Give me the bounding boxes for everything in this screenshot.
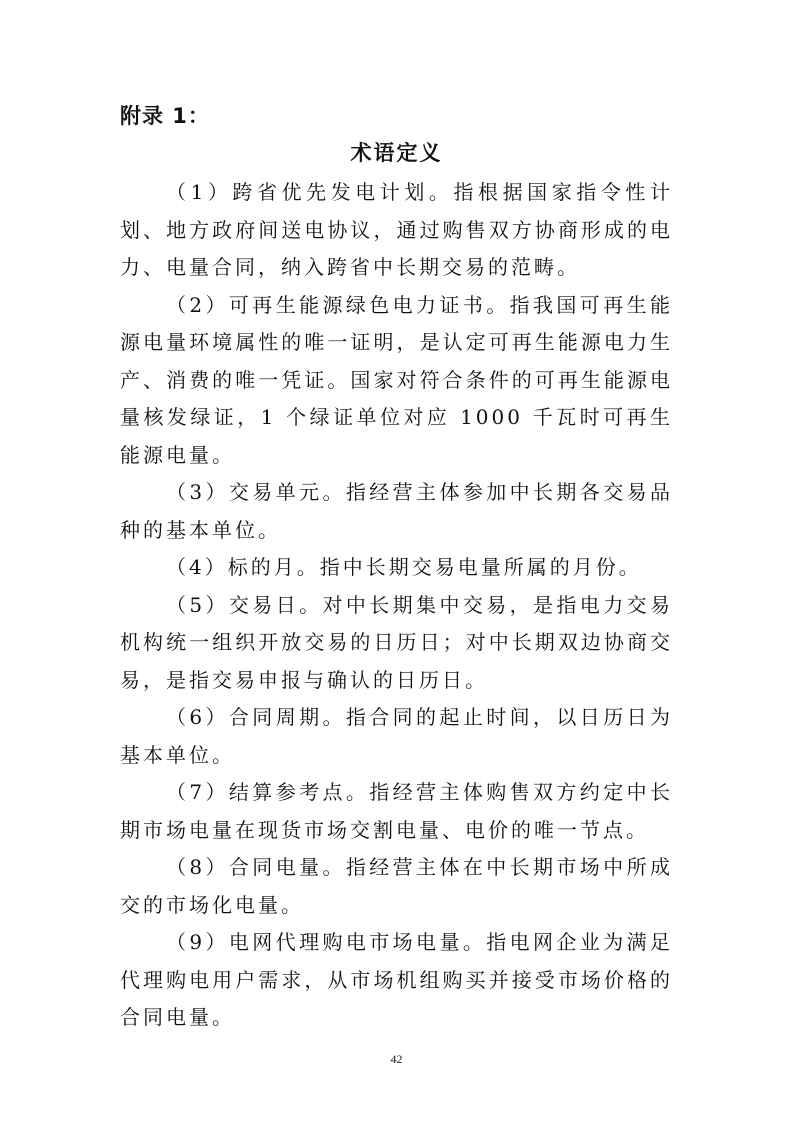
- definition-paragraph: （1）跨省优先发电计划。指根据国家指令性计划、地方政府间送电协议，通过购售双方协商形成的电力、电量合同，纳入跨省中长期交易的范畴。: [120, 180, 673, 279]
- definition-paragraph: （6）合同周期。指合同的起止时间，以日历日为基本单位。: [120, 705, 673, 767]
- appendix-label: 附录 1：: [120, 104, 210, 128]
- definition-paragraph: （8）合同电量。指经营主体在中长期市场中所成交的市场化电量。: [120, 855, 673, 917]
- definition-paragraph: （9）电网代理购电市场电量。指电网企业为满足代理购电用户需求，从市场机组购买并接受市场价格的合同电量。: [120, 930, 673, 1029]
- page-number: 42: [390, 1052, 403, 1066]
- definition-paragraph: （4）标的月。指中长期交易电量所属的月份。: [166, 555, 642, 579]
- definition-paragraph: （5）交易日。对中长期集中交易，是指电力交易机构统一组织开放交易的日历日；对中长期双边协商交易，是指交易申报与确认的日历日。: [120, 592, 673, 692]
- definitions-list: [120, 174, 673, 1037]
- definition-paragraph: （3）交易单元。指经营主体参加中长期各交易品种的基本单位。: [120, 480, 673, 542]
- section-title: 术语定义: [350, 141, 443, 165]
- definition-paragraph: （7）结算参考点。指经营主体购售双方约定中长期市场电量在现货市场交割电量、电价的唯一节点。: [120, 780, 673, 842]
- definition-paragraph: （2）可再生能源绿色电力证书。指我国可再生能源电量环境属性的唯一证明，是认定可再生能源电力生产、消费的唯一凭证。国家对符合条件的可再生能源电量核发绿证，1 个绿证单位对应 1000 千瓦时可再生能源电量。: [120, 292, 673, 467]
